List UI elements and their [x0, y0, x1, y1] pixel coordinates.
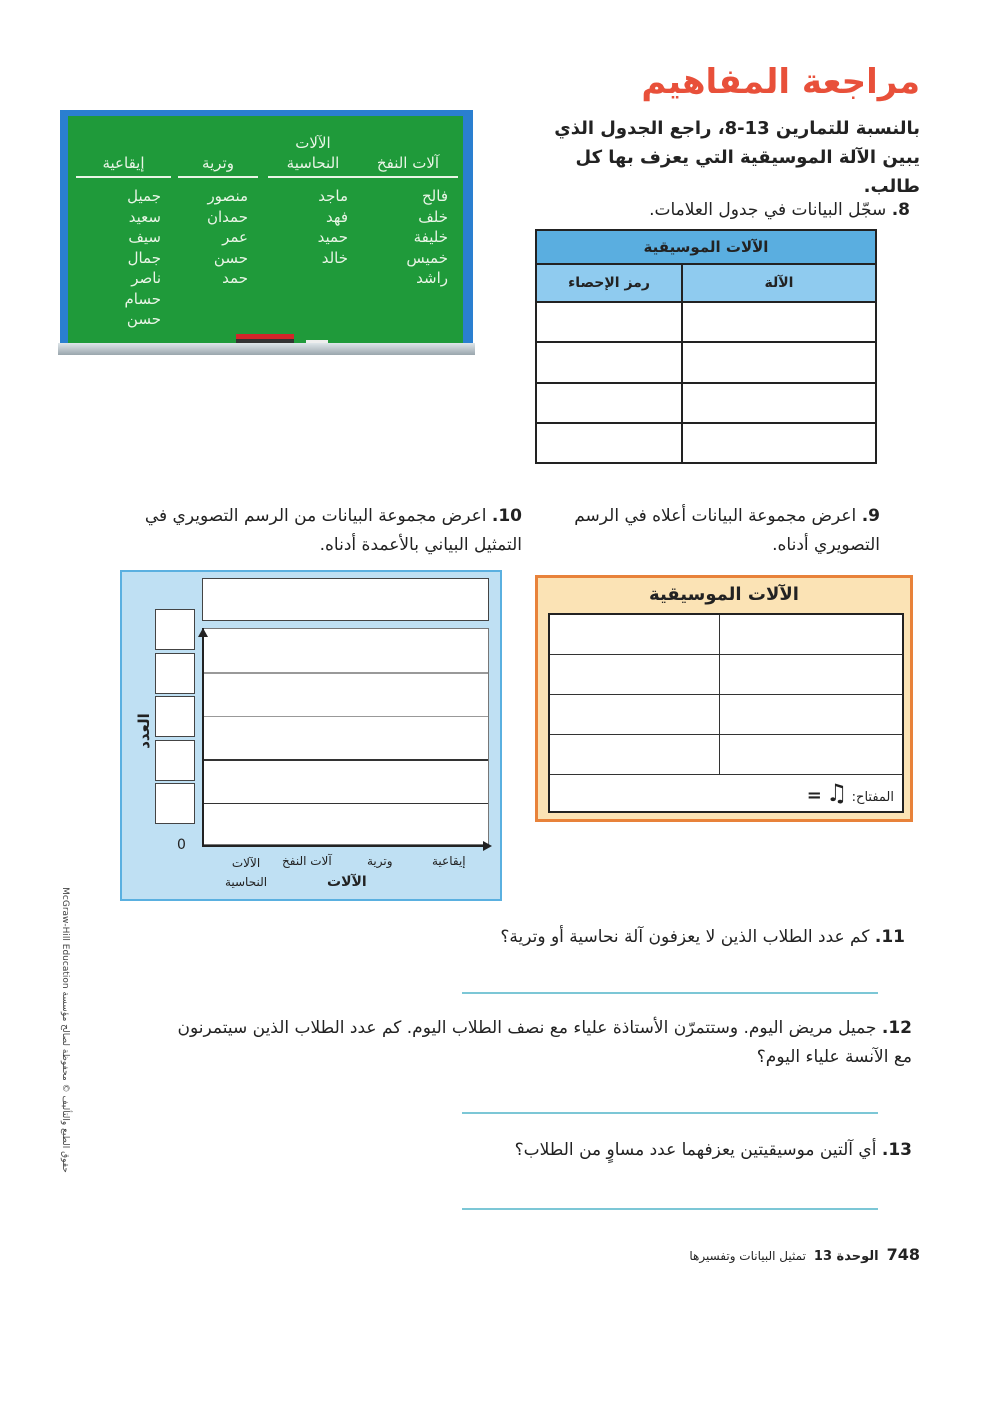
chalkboard-column — [76, 122, 171, 330]
table-cell[interactable] — [719, 694, 903, 734]
answer-line-12[interactable] — [462, 1112, 878, 1114]
question-text: اعرض مجموعة البيانات من الرسم التصويري في التمثيل البياني بالأعمدة أدناه. — [144, 506, 522, 555]
y-zero-label: 0 — [177, 837, 186, 853]
x-label: آلات النفخ — [282, 854, 332, 868]
answer-line-11[interactable] — [462, 992, 878, 994]
table-cell[interactable] — [719, 734, 903, 774]
table-row — [549, 614, 903, 654]
question-text: سجّل البيانات في جدول العلامات. — [649, 200, 887, 220]
table-cell[interactable] — [549, 734, 719, 774]
chalkboard-column — [358, 122, 458, 289]
table-cell[interactable] — [682, 383, 876, 423]
column-header: الآلات النحاسية — [268, 122, 358, 178]
y-scale-field[interactable] — [155, 653, 195, 694]
question-text: كم عدد الطلاب الذين لا يعزفون آلة نحاسية أو وترية؟ — [500, 927, 870, 947]
question-number: 9. — [861, 506, 880, 526]
column-header: وترية — [178, 122, 258, 178]
y-axis — [202, 628, 204, 847]
column-header: إيقاعية — [76, 122, 171, 178]
table-cell[interactable] — [682, 342, 876, 382]
student-name: خالد — [321, 248, 348, 267]
question-text: اعرض مجموعة البيانات أعلاه في الرسم التصويري أدناه. — [574, 506, 880, 555]
student-name: منصور — [207, 187, 248, 205]
pictograph — [535, 575, 913, 822]
chalkboard-column — [178, 122, 258, 289]
student-name: جميل — [127, 187, 161, 205]
question-number: 12. — [881, 1018, 912, 1038]
intro-text: بالنسبة للتمارين 13-8، راجع الجدول الذي يبين الآلة الموسيقية التي يعزف بها كل طالب. — [554, 118, 920, 197]
copyright-text: حقوق الطبع والتأليف © محفوظة لصالح مؤسسة McGraw-Hill Education — [60, 887, 70, 1173]
plot-area[interactable] — [202, 628, 489, 845]
student-name: ماجد — [318, 187, 348, 205]
bar-graph — [120, 570, 502, 901]
student-name: فالح — [422, 187, 448, 205]
student-name: راشد — [416, 269, 448, 287]
question-number: 13. — [881, 1140, 912, 1160]
y-scale-field[interactable] — [155, 609, 195, 650]
unit-title: تمثيل البيانات وتفسيرها — [689, 1249, 806, 1263]
column-header: آلات النفخ — [358, 122, 458, 178]
student-name: حسن — [126, 310, 161, 328]
student-name: حميد — [317, 228, 348, 246]
student-name: فهد — [326, 207, 348, 226]
chalkboard — [60, 110, 473, 355]
grid-line — [203, 803, 488, 805]
table-row — [536, 423, 876, 463]
music-note-icon: ♫ — [826, 778, 848, 807]
question-13 — [515, 1136, 912, 1165]
table-cell[interactable] — [719, 614, 903, 654]
grid-line — [203, 759, 488, 761]
pictograph-title: الآلات الموسيقية — [649, 584, 799, 605]
table-row — [536, 302, 876, 342]
graph-title-field[interactable] — [202, 578, 489, 621]
page-number: 748 — [886, 1245, 920, 1264]
student-name: جمال — [127, 248, 161, 267]
table-row — [549, 734, 903, 774]
footer — [689, 1245, 920, 1264]
y-scale-field[interactable] — [155, 740, 195, 781]
student-name: سيف — [128, 228, 161, 246]
table-row — [536, 342, 876, 382]
chalkboard-ledge — [58, 343, 475, 355]
key-equals: = — [806, 784, 822, 806]
table-cell[interactable] — [549, 614, 719, 654]
question-text: جميل مريض اليوم. وستتمرّن الأستاذة علياء مع نصف الطلاب اليوم. كم عدد الطلاب الذين سيتمرنون مع الآنسة علياء اليوم؟ — [177, 1018, 912, 1067]
table-cell[interactable] — [682, 302, 876, 342]
y-scale-field[interactable] — [155, 783, 195, 824]
x-axis-title: الآلات — [327, 874, 367, 890]
table-cell[interactable] — [536, 302, 682, 342]
key-label: المفتاح: — [851, 789, 894, 805]
table-cell[interactable] — [682, 423, 876, 463]
student-name: خلف — [418, 207, 448, 226]
x-label: الآلات النحاسية — [224, 856, 268, 889]
question-10 — [122, 502, 522, 560]
student-name: حسام — [124, 289, 161, 308]
col-tally: رمز الإحصاء — [536, 264, 682, 302]
question-number: 10. — [491, 506, 522, 526]
x-axis-arrow-icon — [483, 841, 492, 851]
x-label: وترية — [367, 854, 393, 868]
grid-line — [203, 716, 488, 718]
question-11 — [500, 923, 905, 952]
question-number: 11. — [874, 927, 905, 947]
answer-line-13[interactable] — [462, 1208, 878, 1210]
student-name: خليفة — [413, 228, 448, 246]
question-8 — [649, 196, 910, 225]
pictograph-table — [548, 613, 904, 813]
table-cell[interactable] — [549, 654, 719, 694]
question-9 — [550, 502, 880, 560]
table-row — [549, 694, 903, 734]
unit-label: الوحدة 13 — [813, 1249, 879, 1264]
grid-line — [203, 672, 488, 674]
y-scale-field[interactable] — [155, 696, 195, 737]
chalkboard-column — [268, 122, 358, 268]
pictograph-key[interactable] — [549, 774, 903, 812]
tally-table — [535, 229, 877, 464]
tally-table-title: الآلات الموسيقية — [536, 230, 876, 264]
x-label: إيقاعية — [432, 854, 466, 868]
col-instrument: الآلة — [682, 264, 876, 302]
table-cell[interactable] — [719, 654, 903, 694]
table-cell[interactable] — [536, 383, 682, 423]
table-cell[interactable] — [536, 423, 682, 463]
student-name: حسن — [213, 248, 248, 267]
table-row — [536, 383, 876, 423]
table-cell[interactable] — [549, 694, 719, 734]
student-name: حمد — [222, 269, 248, 287]
y-axis-arrow-icon — [198, 628, 208, 637]
y-axis-title: العدد — [134, 713, 153, 749]
student-name: سعيد — [128, 207, 161, 226]
table-cell[interactable] — [536, 342, 682, 382]
student-name: عمر — [222, 228, 248, 246]
question-number: 8. — [891, 200, 910, 220]
question-text: أي آلتين موسيقيتين يعزفهما عدد مساوٍ من الطلاب؟ — [514, 1140, 877, 1160]
page-title: مراجعة المفاهيم — [641, 62, 920, 102]
x-axis — [202, 845, 486, 847]
question-12 — [162, 1014, 912, 1072]
student-name: حمدان — [206, 207, 248, 226]
student-name: ناصر — [131, 269, 161, 287]
student-name: خميس — [406, 248, 448, 267]
table-row — [549, 654, 903, 694]
